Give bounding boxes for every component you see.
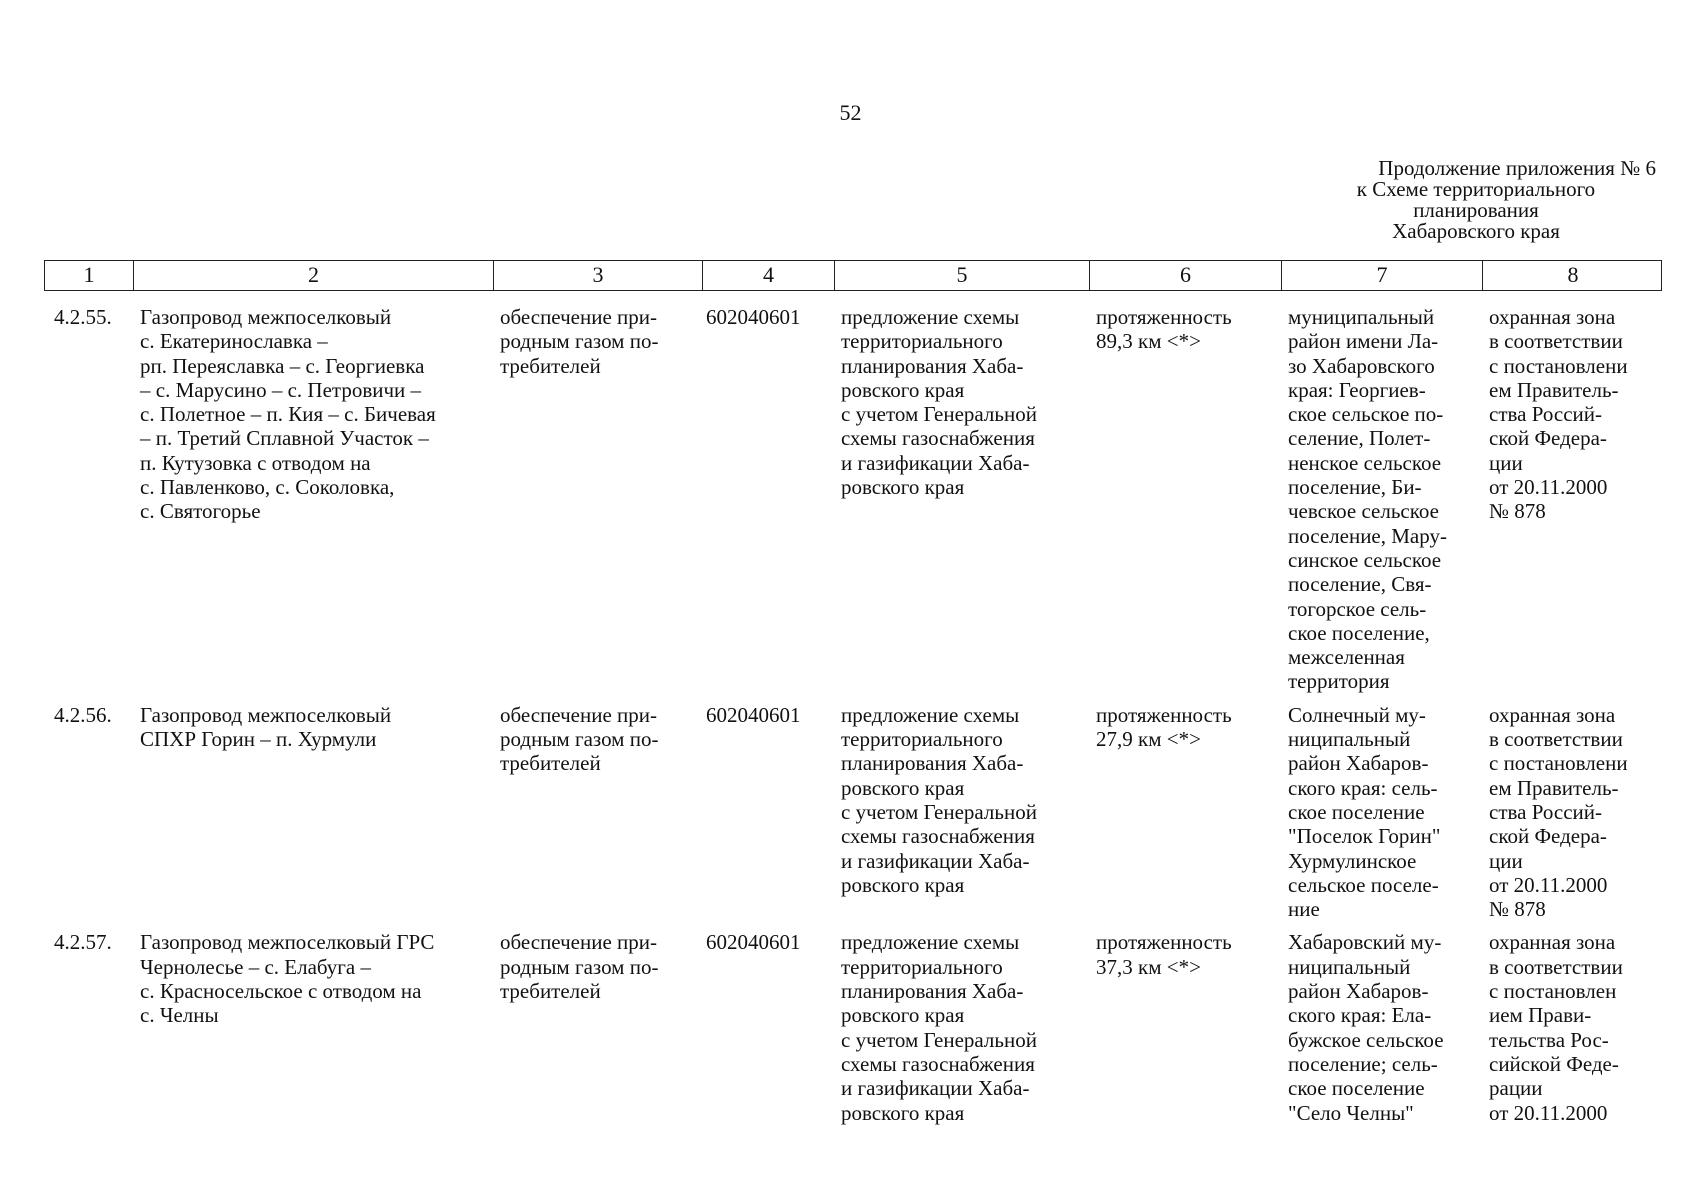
object-location: Хабаровский му- ниципальный район Хабаров- ского края: Ела- бужское сельское поселение; сель- ское поселение "Село Челны" — [1288, 930, 1444, 1125]
object-protection-zone: охранная зона в соответствии с постановлени ем Правитель- ства Россий- ской Федера- ции от 20.11.2000 № 878 — [1489, 305, 1628, 524]
object-length: протяженность 37,3 км <*> — [1096, 930, 1232, 979]
object-basis: предложение схемы территориального планирования Хаба- ровского края с учетом Генеральной схемы газоснабжения и газификации Хаба- ровского края — [841, 702, 1037, 897]
column-number-8: 8 — [1567, 262, 1579, 287]
row-number: 4.2.56. — [54, 702, 112, 727]
column-number-2: 2 — [134, 261, 494, 290]
column-number-3: 3 — [494, 261, 703, 290]
object-protection-zone: охранная зона в соответствии с постановлени ем Правитель- ства Россий- ской Федера- ции от 20.11.2000 № 878 — [1489, 702, 1628, 922]
object-location: муниципальный район имени Ла- зо Хабаровского края: Георгиев- ское сельское по- селение, Полет- ненское сельское поселение, Би- чевское сельское поселение, Мару- синское сельское поселение, Свя- тогорское сель- ское поселение, межселенная территория — [1288, 305, 1447, 694]
object-code: 602040601 — [706, 702, 801, 727]
object-name: Газопровод межпоселковый с. Екатеринославка – рп. Переяславка – с. Георгиевка – с. Марусино – с. Петровичи – с. Полетное – п. Кия – с. Бичевая – п. Третий Сплавной Участок – п. Кутузовка с отводом на с. Павленково, с. Соколовка, с. Святогорье — [140, 305, 436, 524]
object-purpose: обеспечение при- родным газом по- требителей — [500, 702, 659, 776]
appendix-caption-line-1: Продолжение приложения № 6 — [1378, 156, 1656, 180]
object-name: Газопровод межпоселковый ГРС Чернолесье – с. Елабуга – с. Красносельское с отводом на с. Челны — [140, 930, 435, 1028]
table-row — [44, 930, 1662, 1124]
table-row — [44, 305, 1662, 694]
object-code: 602040601 — [706, 305, 801, 329]
appendix-caption-line-4: Хабаровского края — [1392, 219, 1560, 243]
table-row — [44, 703, 1662, 922]
table-body — [44, 305, 1662, 1134]
column-number-4: 4 — [703, 261, 835, 290]
object-length: протяженность 27,9 км <*> — [1096, 702, 1232, 752]
appendix-caption-line-3: планирования — [1413, 198, 1539, 222]
appendix-caption-line-2: к Схеме территориального — [1356, 177, 1596, 201]
row-number: 4.2.55. — [54, 305, 112, 329]
page-number: 52 — [839, 100, 862, 125]
appendix-caption — [1296, 158, 1656, 242]
object-name: Газопровод межпоселковый СПХР Горин – п. Хурмули — [140, 702, 392, 752]
object-purpose: обеспечение при- родным газом по- требителей — [500, 930, 659, 1004]
row-number: 4.2.57. — [54, 930, 112, 955]
object-protection-zone: охранная зона в соответствии с постановлен ием Прави- тельства Рос- сийской Феде- рации от 20.11.2000 — [1489, 930, 1623, 1125]
table-column-number-header — [44, 260, 1662, 291]
object-length: протяженность 89,3 км <*> — [1096, 305, 1232, 354]
column-number-7: 7 — [1282, 261, 1483, 290]
object-basis: предложение схемы территориального планирования Хаба- ровского края с учетом Генеральной схемы газоснабжения и газификации Хаба- ровского края — [841, 305, 1037, 500]
column-number-1: 1 — [45, 261, 134, 290]
object-purpose: обеспечение при- родным газом по- требителей — [500, 305, 659, 378]
object-code: 602040601 — [706, 930, 801, 955]
object-location: Солнечный му- ниципальный район Хабаров- ского края: сель- ское поселение "Поселок Горин" Хурмулинское сельское поселе- ние — [1288, 702, 1441, 922]
column-number-5: 5 — [835, 261, 1090, 290]
object-basis: предложение схемы территориального планирования Хаба- ровского края с учетом Генеральной схемы газоснабжения и газификации Хаба- ровского края — [841, 930, 1037, 1125]
column-number-6: 6 — [1090, 261, 1282, 290]
